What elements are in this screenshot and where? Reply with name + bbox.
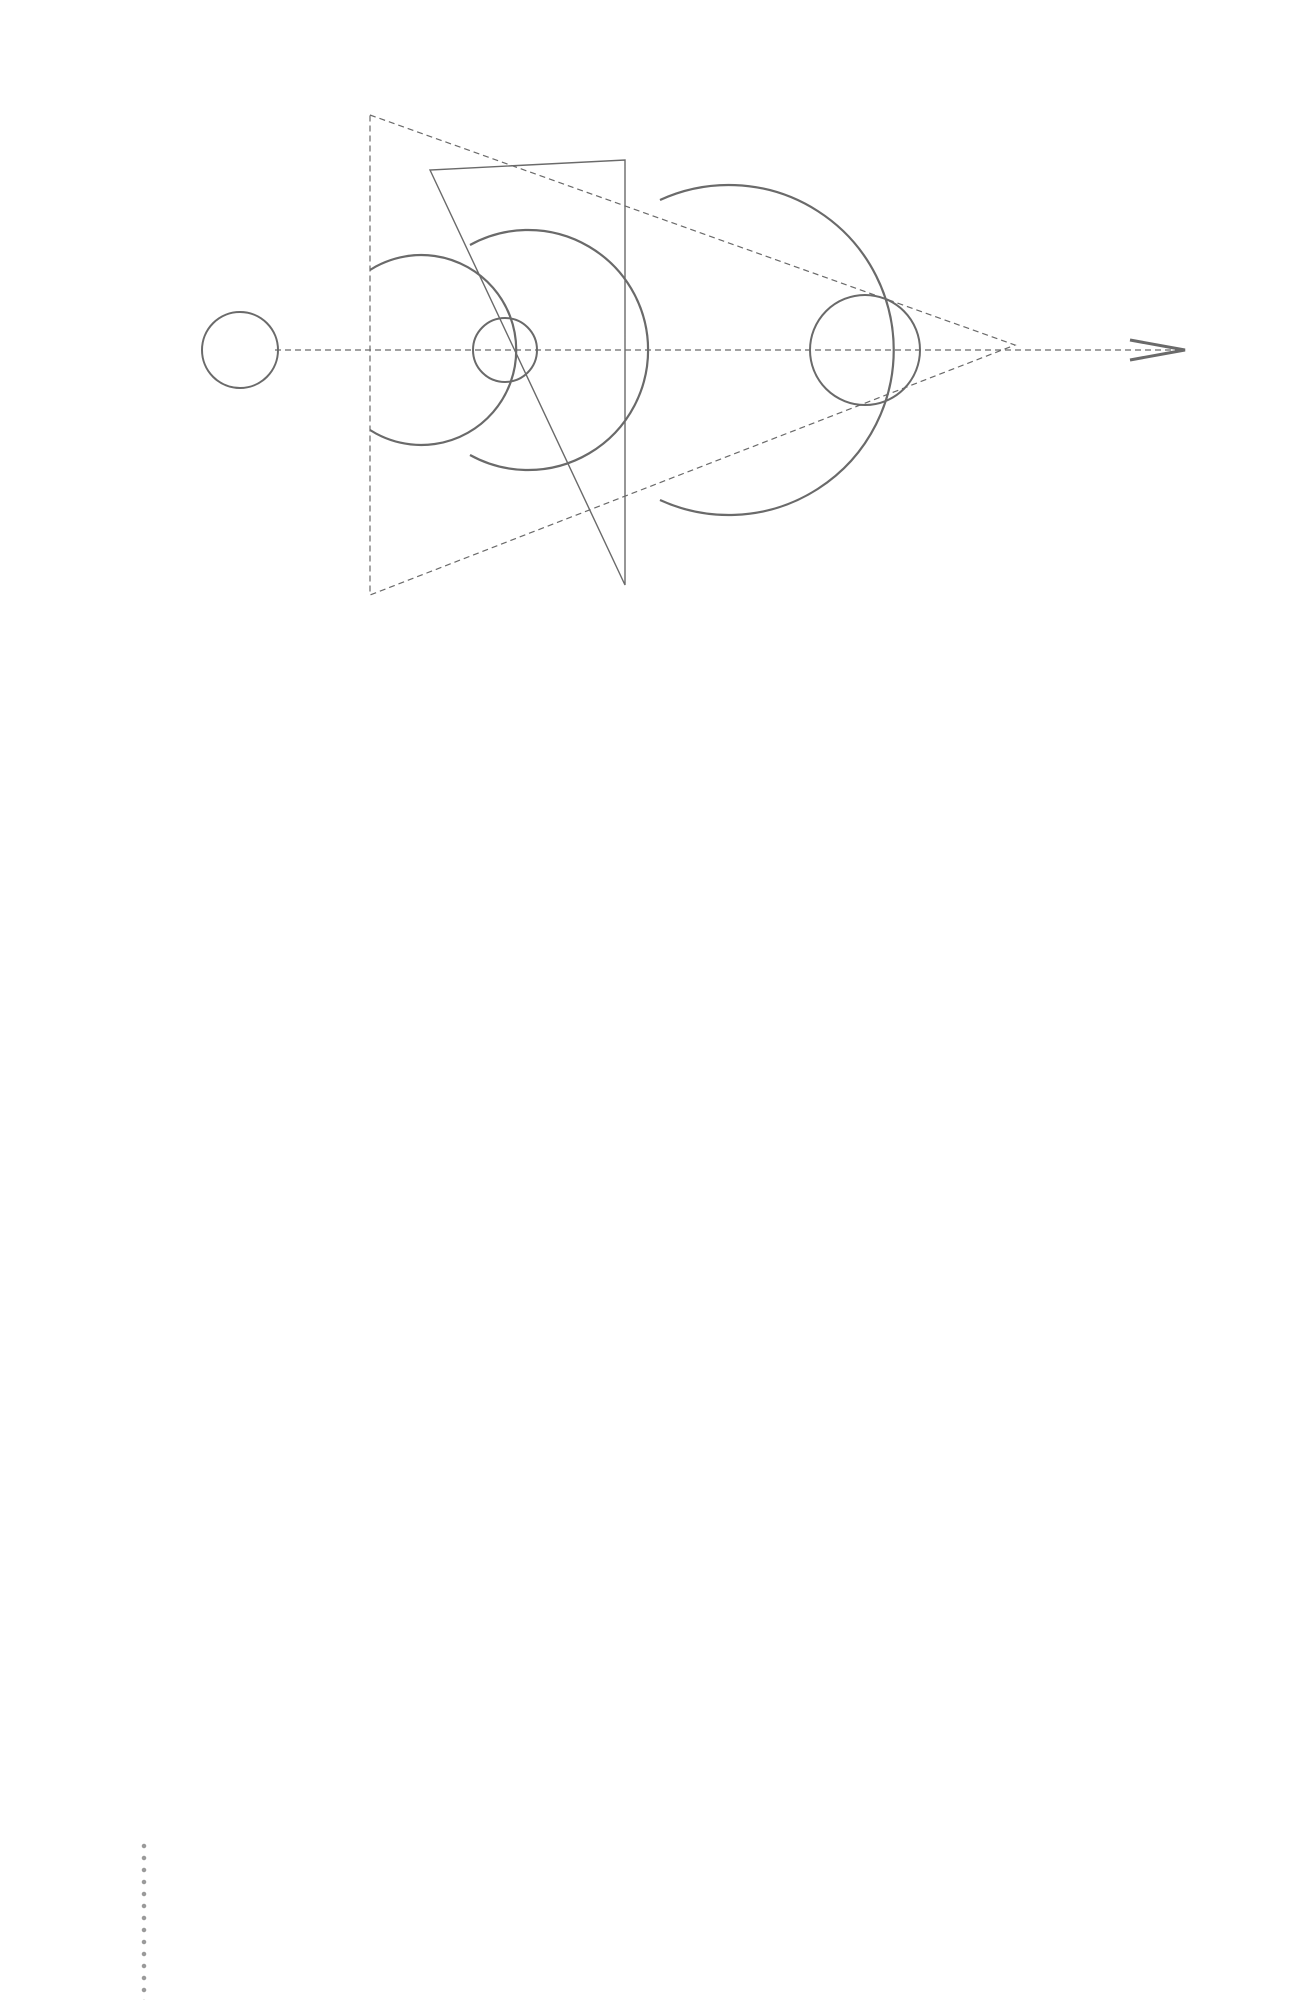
title-line-1 (150, 630, 1209, 722)
dotted-margin-rule (141, 1840, 147, 2000)
celestial-geometry-ornament-icon (195, 105, 1225, 615)
decorative-ornament (195, 105, 1225, 615)
paragraph-1 (204, 1010, 1214, 1061)
chapter-title (150, 630, 1209, 906)
paragraph-2 (204, 1069, 1214, 1120)
body-text (204, 1010, 1214, 1187)
title-line-3 (150, 814, 1209, 906)
paragraph-3 (204, 1128, 1214, 1179)
title-line-2 (150, 722, 1209, 814)
